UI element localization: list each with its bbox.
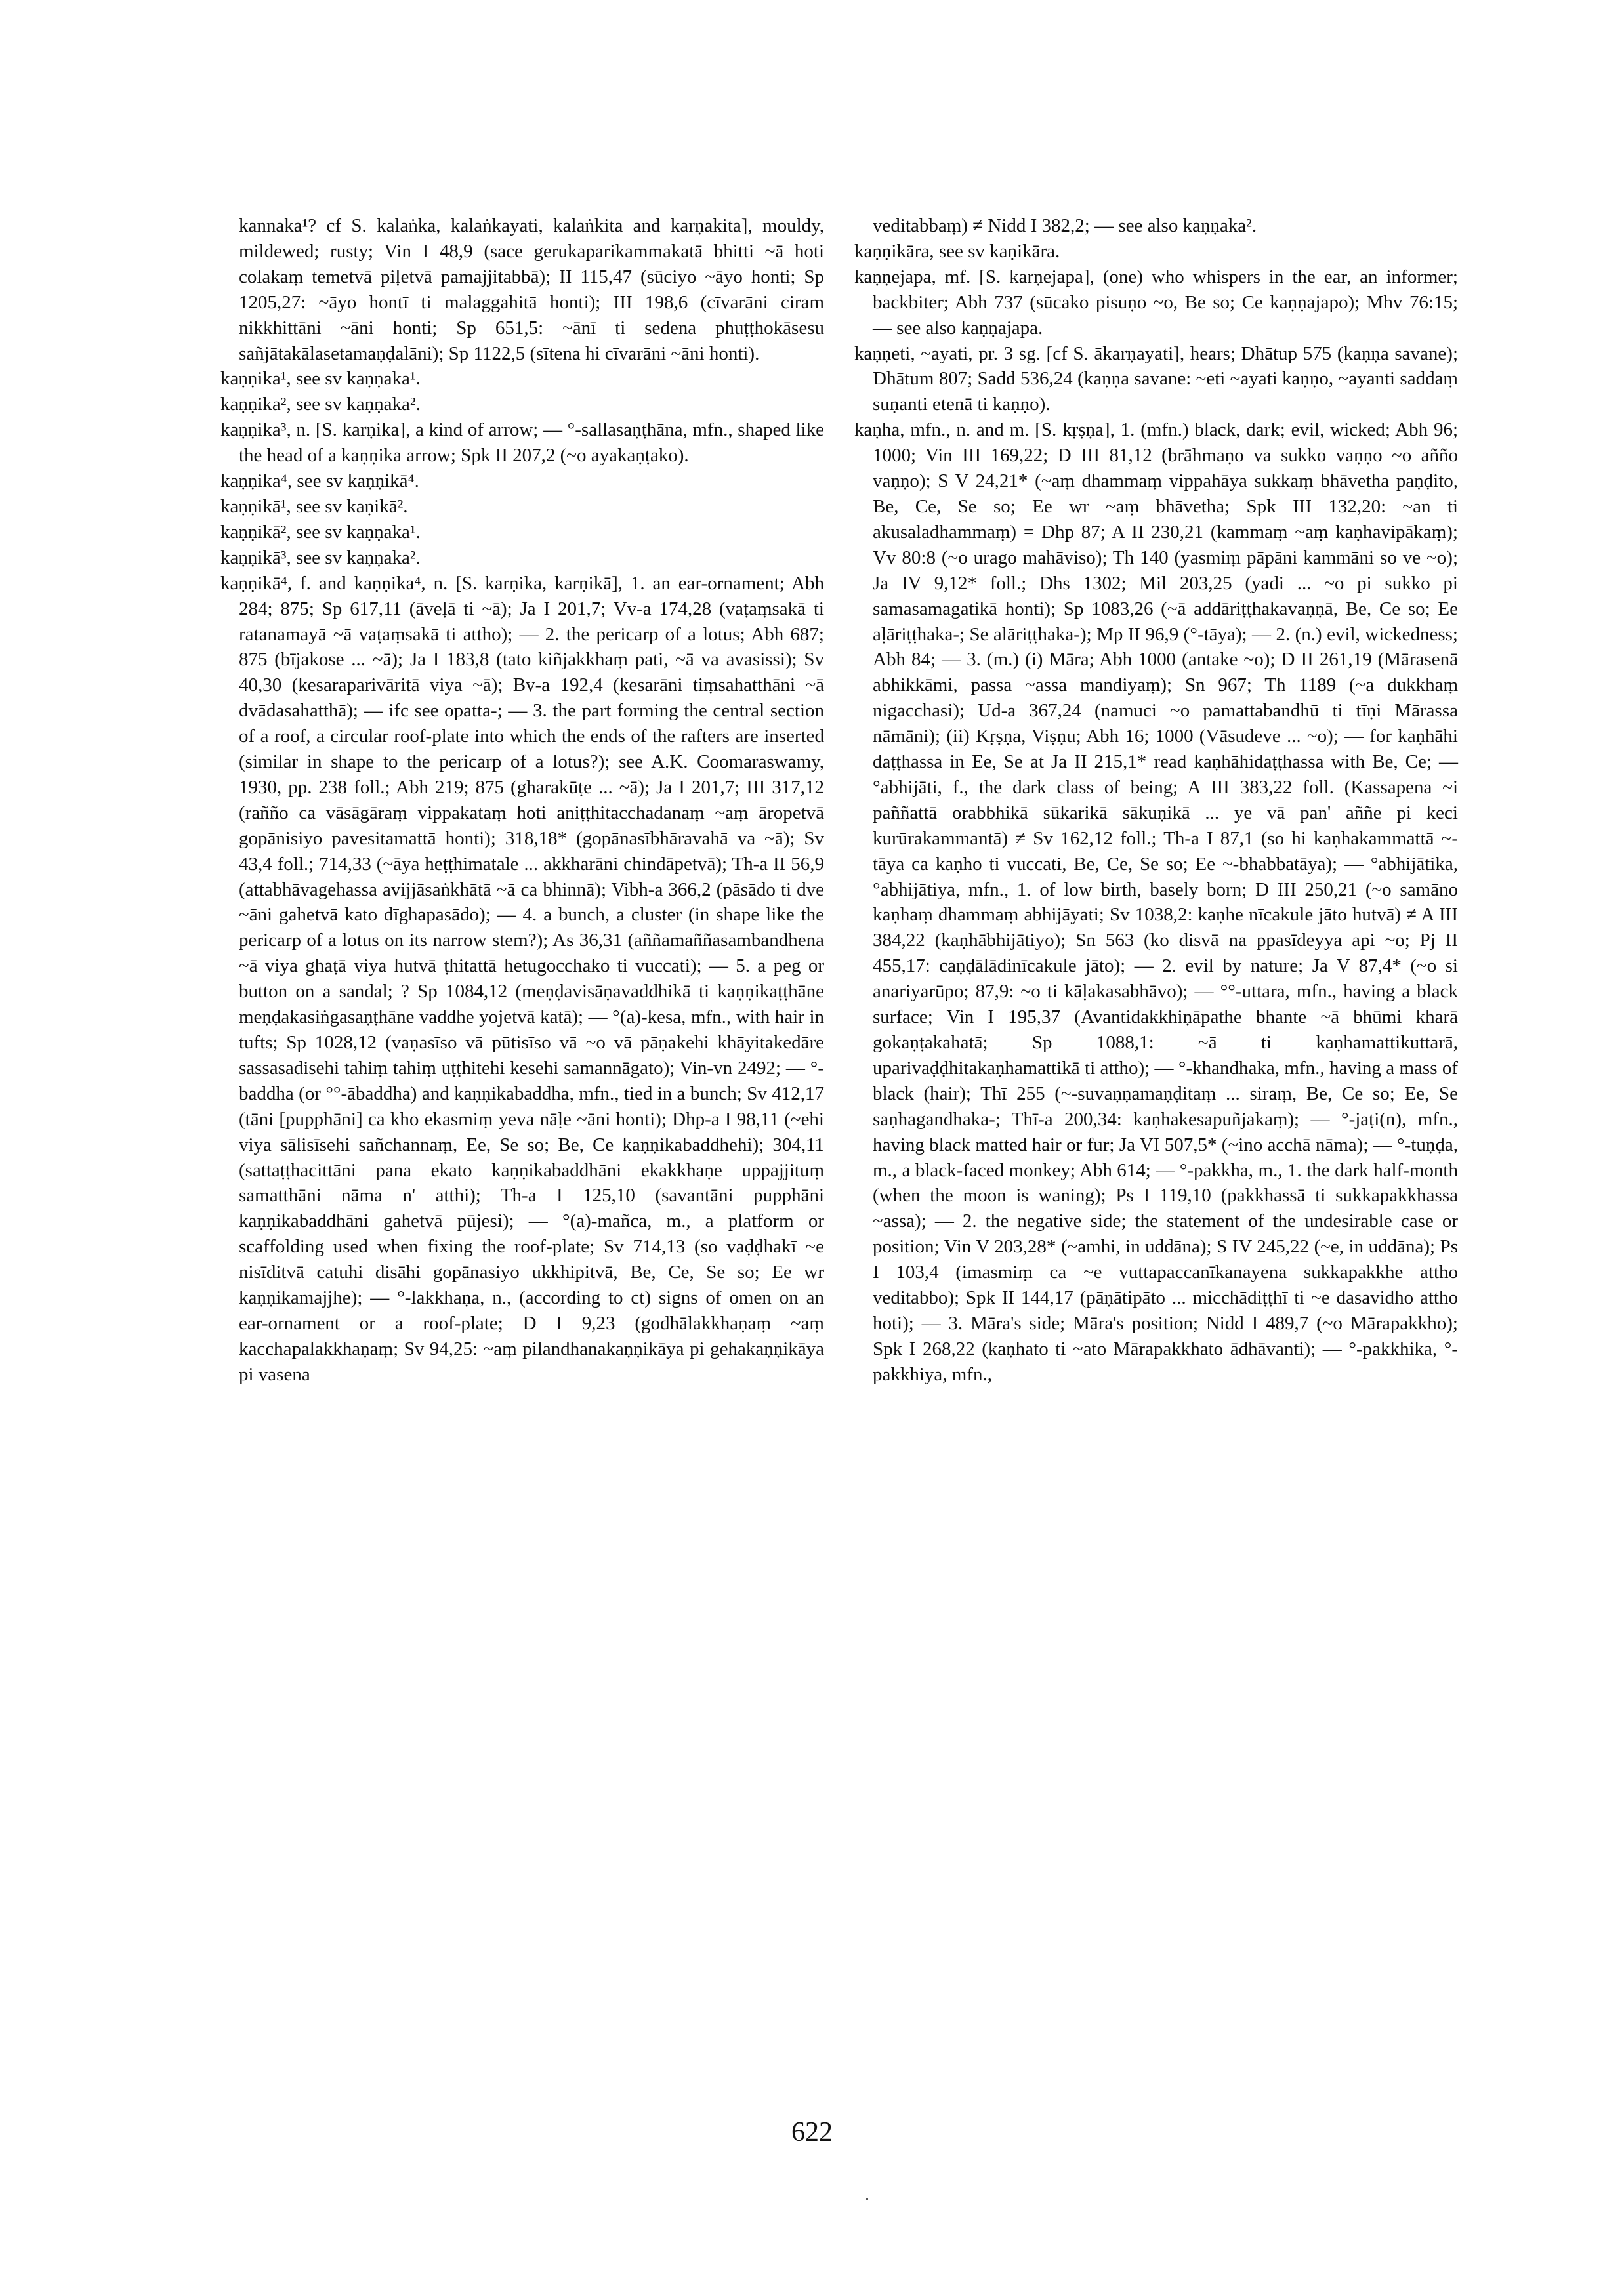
dictionary-entry: kaṇha, mfn., n. and m. [S. kṛṣṇa], 1. (mfn.) black, dark; evil, wicked; Abh 96; 1000; Vin III 169,22; D III 81,12 (brāhmaṇo va sukko vaṇṇo ~o añño vaṇṇo); S V 24,21* (~aṃ dhammaṃ vippahāya sukkaṃ bhāvetha paṇḍito, Be, Ce, Se so; Ee wr ~aṃ bhāvetha; Spk III 132,20: ~an ti akusaladhammaṃ) = Dhp 87; A II 230,21 (kammaṃ ~aṃ kaṇhavipākaṃ); Vv 80:8 (~o urago mahāviso); Th 140 (yasmiṃ pāpāni kammāni so ve ~o); Ja IV 9,12* foll.; Dhs 1302; Mil 203,25 (yadi ... ~o pi sukko pi samasamagatikā honti); Sp 1083,26 (~ā addāriṭṭhakavaṇṇā, Be, Ce so; Ee aḷāriṭṭhaka-; Se alāriṭṭhaka-); Mp II 96,9 (°-tāya); — 2. (n.) evil, wickedness; Abh 84; — 3. (m.) (i) Māra; Abh 1000 (antake ~o); D II 261,19 (Mārasenā abhikkāmi, passa ~assa mandiyaṃ); Sn 967; Th 1189 (~a dukkhaṃ nigacchasi); Ud-a 367,24 (namuci ~o pamattabandhū ti tīṇi Mārassa nāmāni); (ii) Kṛṣṇa, Viṣṇu; Abh 16; 1000 (Vāsudeve ... ~o); — for kaṇhāhi daṭṭhassa in Ee, Se at Ja II 215,1* read kaṇhāhidaṭṭhassa with Be, Ce; — °abhijāti, f., the dark class of being; A III 383,22 foll. (Kassapena ~i paññattā orabbhikā sūkarikā sākuṇikā ... ye vā pan' aññe pi keci kurūrakammantā) ≠ Sv 162,12 foll.; Th-a I 87,1 (so hi kaṇhakammattā ~-tāya ca kaṇho ti vuccati, Be, Ce, Se so; Ee ~-bhabbatāya); — °abhijātika, °abhijātiya, mfn., 1. of low birth, basely born; D III 250,21 (~o samāno kaṇhaṃ dhammaṃ abhijāyati; Sv 1038,2: kaṇhe nīcakule jāto hutvā) ≠ A III 384,22 (kaṇhābhijātiyo); Sn 563 (ko disvā na ppasīdeyya api ~o; Pj II 455,17: caṇḍālādinīcakule jāto); — 2. evil by nature; Ja V 87,4* (~o si anariyarūpo; 87,9: ~o ti kāḷakasabhāvo); — °°-uttara, mfn., having a black surface; Vin I 195,37 (Avantidakkhiṇāpathe bhante ~ā bhūmi kharā gokaṇṭakahatā; Sp 1088,1: ~ā ti kaṇhamattikuttarā, uparivaḍḍhitakaṇhamattikā ti attho); — °-khandhaka, mfn., having a mass of black (hair); Thī 255 (~-suvaṇṇamaṇḍitaṃ ... siraṃ, Be, Ce so; Ee, Se saṇhagandhaka-; Thī-a 200,34: kaṇhakesapuñjakaṃ); — °-jaṭi(n), mfn., having black matted hair or fur; Ja VI 507,5* (~ino acchā nāma); — °-tuṇḍa, m., a black-faced monkey; Abh 614; — °-pakkha, m., 1. the dark half-month (when the moon is waning); Ps I 119,10 (pakkhassā ti sukkapakkhassa ~assa); — 2. the negative side; the statement of the undesirable case or position; Vin V 203,28* (~amhi, in uddāna); S IV 245,22 (~e, in uddāna); Ps I 103,4 (imasmiṃ ca ~e vuttapaccanīkanayena sukkapakkhe attho veditabbo); Spk II 144,17 (pāṇātipāto ... micchādiṭṭhī ti ~e dasavidho attho hoti); — 3. Māra's side; Māra's position; Nidd I 489,7 (~o Mārapakkho); Spk I 268,22 (kaṇhato ti ~ato Mārapakkhato ādhāvanti); — °-pakkhika, °-pakkhiya, mfn., xyxy=(854,419,1458,1385)
dictionary-entry: kaṇṇika⁴, see sv kaṇṇikā⁴. xyxy=(220,470,419,492)
dictionary-entry: kaṇṇikā³, see sv kaṇṇaka². xyxy=(220,547,421,568)
right-column xyxy=(854,213,1458,1388)
dictionary-entry: kaṇṇika¹, see sv kaṇṇaka¹. xyxy=(220,368,421,390)
dictionary-entry: kaṇṇikā⁴, f. and kaṇṇika⁴, n. [S. karṇika, karṇikā], 1. an ear-ornament; Abh 284; 875; Sp 617,11 (āveḷā ti ~ā); Ja I 201,7; Vv-a 174,28 (vaṭaṃsakā ti ratanamayā ~ā vaṭaṃsakā ti attho); — 2. the pericarp of a lotus; Abh 687; 875 (bījakose ... ~ā); Ja I 183,8 (tato kiñjakkhaṃ pati, ~ā va avasissi); Sv 40,30 (kesaraparivāritā viya ~ā); Bv-a 192,4 (kesarāni tiṃsahatthāni ~ā dvādasahatthā); — ifc see opatta-; — 3. the part forming the central section of a roof, a circular roof-plate into which the ends of the rafters are inserted (similar in shape to the pericarp of a lotus?); see A.K. Coomaraswamy, 1930, pp. 238 foll.; Abh 219; 875 (gharakūṭe ... ~ā); Ja I 201,7; III 317,12 (rañño ca vāsāgāraṃ vippakataṃ hoti aniṭṭhitacchadanaṃ ~aṃ āropetvā gopānisiyo pavesitamattā honti); 318,18* (gopānasībhāravahā va ~ā); Sv 43,4 foll.; 714,33 (~āya heṭṭhimatale ... akkharāni chindāpetvā); Th-a II 56,9 (attabhāvagehassa avijjāsaṅkhātā ~ā ca bhinnā); Vibh-a 366,2 (pāsādo ti dve ~āni gahetvā kato dīghapasādo); — 4. a bunch, a cluster (in shape like the pericarp of a lotus on its narrow stem?); As 36,31 (aññamaññasambandhena ~ā viya ghaṭā viya hutvā ṭhitattā hetugocchako ti vuccati); — 5. a peg or button on a sandal; ? Sp 1084,12 (meṇḍavisāṇavaddhikā ti kaṇṇikaṭṭhāne meṇḍakasiṅgasaṇṭhāne vaddhe yojetvā katā); — °(a)-kesa, mfn., with hair in tufts; Sp 1028,12 (vaṇasīso vā pūtisīso vā ~o vā pāṇakehi khāyitakedāre sassasadisehi tahiṃ tahiṃ uṭṭhitehi kesehi samannāgato); Vin-vn 2492; — °-baddha (or °°-ābaddha) and kaṇṇikabaddha, mfn., tied in a bunch; Sv 412,17 (tāni [pupphāni] ca kho ekasmiṃ yeva nāḷe ~āni honti); Dhp-a I 98,11 (~ehi viya sālisīsehi sañchannaṃ, Ee, Se so; Be, Ce kaṇṇikabaddhehi); 304,11 (sattaṭṭhacittāni pana ekato kaṇṇikabaddhāni ekakkhaṇe uppajjituṃ samatthāni nāma n' atthi); Th-a I 125,10 (savantāni pupphāni kaṇṇikabaddhāni gahetvā pūjesi); — °(a)-mañca, m., a platform or scaffolding used when fixing the roof-plate; Sv 714,13 (so vaḍḍhakī ~e nisīditvā catuhi disāhi gopānasiyo ukkhipitvā, Be, Ce, Se so; Ee wr kaṇṇikamajjhe); — °-lakkhaṇa, n., (according to ct) signs of omen on an ear-ornament or a roof-plate; D I 9,23 (godhālakkhaṇaṃ ~aṃ kacchapalakkhaṇaṃ; Sv 94,25: ~aṃ pilandhanakaṇṇikāya pi gehakaṇṇikāya pi vasena xyxy=(220,572,824,1385)
dictionary-entry: kaṇṇeti, ~ayati, pr. 3 sg. [cf S. ākarṇayati], hears; Dhātup 575 (kaṇṇa savane); Dhātum 807; Sadd 536,24 (kaṇṇa savane: ~eti ~ayati kaṇṇo, ~ayanti saddaṃ suṇanti etenā ti kaṇṇo). xyxy=(854,342,1458,415)
dictionary-entry: kaṇṇikā², see sv kaṇṇaka¹. xyxy=(220,521,421,543)
dictionary-entry: kaṇṇikā¹, see sv kaṇikā². xyxy=(220,495,408,517)
dictionary-entry: kaṇṇejapa, mf. [S. karṇejapa], (one) who whispers in the ear, an informer; backbiter; Abh 737 (sūcako pisuṇo ~o, Be so; Ce kaṇṇajapo); Mhv 76:15; — see also kaṇṇajapa. xyxy=(854,266,1458,339)
dictionary-entry: veditabbaṃ) ≠ Nidd I 382,2; — see also kaṇṇaka². xyxy=(873,215,1257,236)
left-column xyxy=(220,213,824,1388)
scan-mark xyxy=(866,2198,868,2200)
dictionary-entry: kannaka¹? cf S. kalaṅka, kalaṅkayati, kalaṅkita and karṇakita], mouldy, mildewed; rusty; Vin I 48,9 (sace gerukaparikammakatā bhitti ~ā hoti colakaṃ temetvā piḷetvā pamajjitabbā); II 115,47 (sūciyo ~āyo honti; Sp 1205,27: ~āyo hontī ti malaggahitā honti); III 198,6 (cīvarāni ciram nikkhittāni ~āni honti; Sp 651,5: ~ānī ti sedena phuṭṭhokāsesu sañjātakālasetamaṇḍalāni); Sp 1122,5 (sītena hi cīvarāni ~āni honti). xyxy=(239,215,824,364)
page-number: 622 xyxy=(791,2117,833,2147)
dictionary-entry: kaṇṇika³, n. [S. karṇika], a kind of arrow; — °-sallasaṇṭhāna, mfn., shaped like the head of a kaṇṇika arrow; Spk II 207,2 (~o ayakaṇṭako). xyxy=(220,419,824,466)
dictionary-entry: kaṇṇikāra, see sv kaṇikāra. xyxy=(854,240,1060,262)
dictionary-entry: kaṇṇika², see sv kaṇṇaka². xyxy=(220,394,421,415)
